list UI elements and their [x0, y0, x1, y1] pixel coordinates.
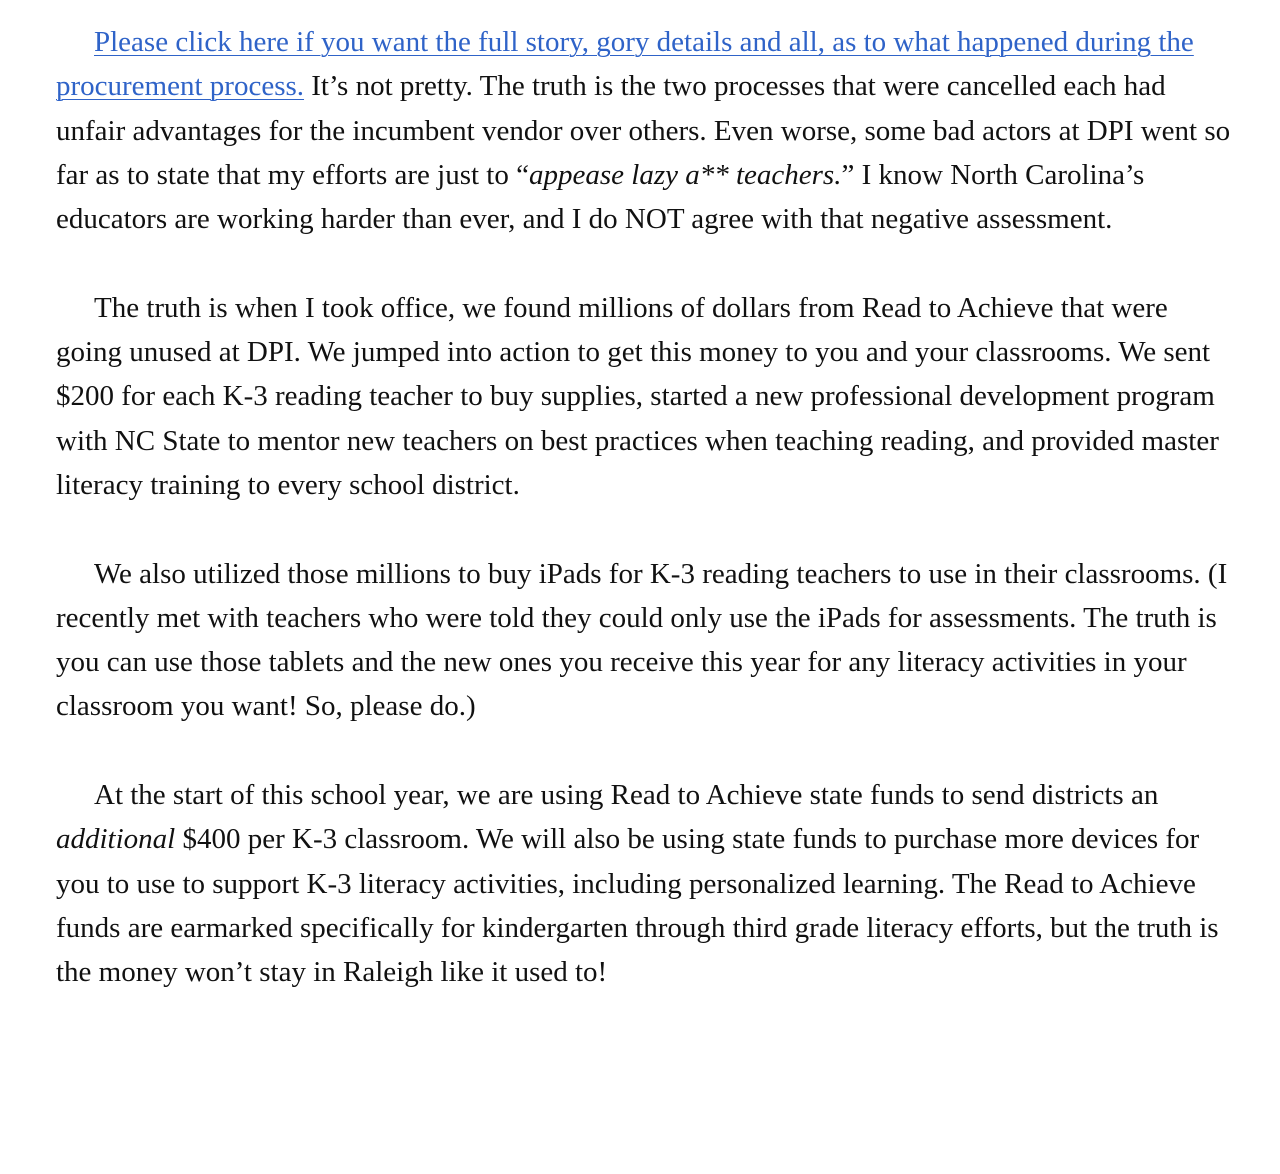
paragraph-ipads-text: We also utilized those millions to buy iPads for K-3 reading teachers to use in their classrooms. (I recently met with teachers who were told they could only use the iPads for assessments. The truth is you can use those tablets and the new ones you receive this year for any literacy activities in your classroom you want! So, please do.)	[56, 557, 1228, 723]
paragraph-read-to-achieve-funds-text: The truth is when I took office, we found millions of dollars from Read to Achieve that were going unused at DPI. We jumped into action to get this money to you and your classrooms. We sent $200 for each K-3 reading teacher to buy supplies, started a new professional development program with NC State to mentor new teachers on best practices when teaching reading, and provided master literacy training to every school district.	[56, 291, 1219, 501]
paragraph-school-year-funds	[56, 773, 1240, 994]
paragraph-read-to-achieve-funds	[56, 286, 1240, 507]
paragraph-procurement-text-a: It’s not pretty. The truth is the two processes that were cancelled each had unfair advantages for the incumbent vendor over others. Even worse, some bad actors at DPI went so far as to state that my efforts are just to “	[56, 70, 1231, 191]
paragraph-procurement-text-b: ” I know North Carolina’s educators are working harder than ever, and I do NOT agree with that negative assessment.	[56, 158, 1145, 236]
paragraph-procurement	[56, 20, 1240, 241]
paragraph-school-year-funds-text-b: $400 per K-3 classroom. We will also be using state funds to purchase more devices for you to use to support K-3 literacy activities, including personalized learning. The Read to Achieve funds are earmarked specifically for kindergarten through third grade literacy efforts, but the truth is the money won’t stay in Raleigh like it used to!	[56, 823, 1219, 989]
procurement-story-link[interactable]: Please click here if you want the full story, gory details and all, as to what happened during the procurement process.	[56, 26, 1194, 103]
paragraph-ipads	[56, 552, 1240, 729]
paragraph-school-year-funds-italic: additional	[56, 823, 176, 856]
paragraph-procurement-quote: appease lazy a** teachers.	[528, 158, 842, 191]
paragraph-school-year-funds-text-a: At the start of this school year, we are using Read to Achieve state funds to send districts an	[94, 779, 1159, 812]
